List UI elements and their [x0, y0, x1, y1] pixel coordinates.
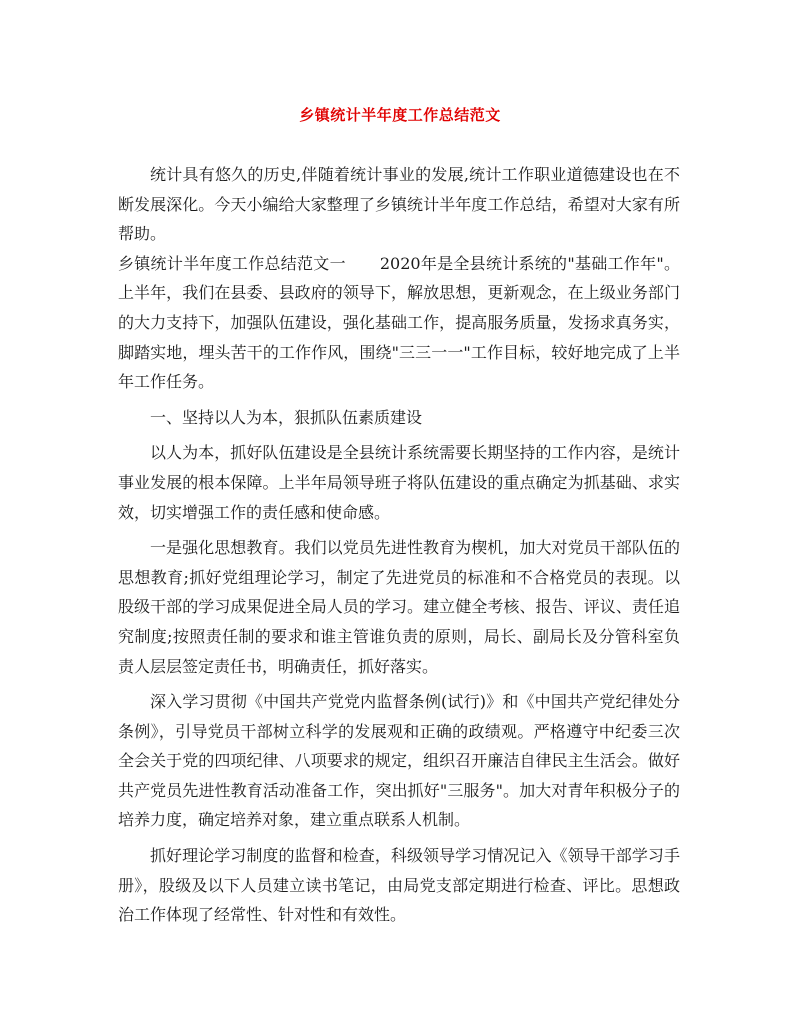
document-body [118, 160, 680, 930]
paragraph-four: 抓好理论学习制度的监督和检查，科级领导学习情况记入《领导干部学习手册》，股级及以下人员建立读书笔记，由局党支部定期进行检查、评比。思想政治工作体现了经常性、针对性和有效性。 [118, 846, 680, 925]
intro-paragraph: 统计具有悠久的历史,伴随着统计事业的发展,统计工作职业道德建设也在不断发展深化。今天小编给大家整理了乡镇统计半年度工作总结，希望对大家有所帮助。 [118, 165, 680, 244]
heading-one: 一、坚持以人为本，狠抓队伍素质建设 [150, 407, 423, 427]
paragraph-one: 以人为本，抓好队伍建设是全县统计系统需要长期坚持的工作内容，是统计事业发展的根本保障。上半年局领导班子将队伍建设的重点确定为抓基础、求实效，切实增强工作的责任感和使命感。 [118, 443, 680, 522]
section-lead: 2020年是全县统计系统的"基础工作年"。上半年，我们在县委、县政府的领导下，解放思想，更新观念，在上级业务部门的大力支持下，加强队伍建设，强化基础工作，提高服务质量，发扬求真务实，脚踏实地，埋头苦干的工作作风，围绕"三三一一"工作目标，较好地完成了上半年工作任务。 [118, 253, 680, 392]
section-paragraph [118, 249, 680, 397]
paragraph-two: 一是强化思想教育。我们以党员先进性教育为楔机，加大对党员干部队伍的思想教育;抓好党组理论学习，制定了先进党员的标准和不合格党员的表现。以股级干部的学习成果促进全局人员的学习。建立健全考核、报告、评议、责任追究制度;按照责任制的要求和谁主管谁负责的原则，局长、副局长及分管科室负责人层层签定责任书，明确责任，抓好落实。 [118, 538, 680, 676]
document-title: 乡镇统计半年度工作总结范文 [299, 106, 501, 124]
section-label: 乡镇统计半年度工作总结范文一 [118, 253, 346, 273]
paragraph-three: 深入学习贯彻《中国共产党党内监督条例(试行)》和《中国共产党纪律处分条例》，引导党员干部树立科学的发展观和正确的政绩观。严格遵守中纪委三次全会关于党的四项纪律、八项要求的规定，组织召开廉洁自律民主生活会。做好共产党员先进性教育活动准备工作，突出抓好"三服务"。加大对青年积极分子的培养力度，确定培养对象，建立重点联系人机制。 [118, 692, 680, 830]
